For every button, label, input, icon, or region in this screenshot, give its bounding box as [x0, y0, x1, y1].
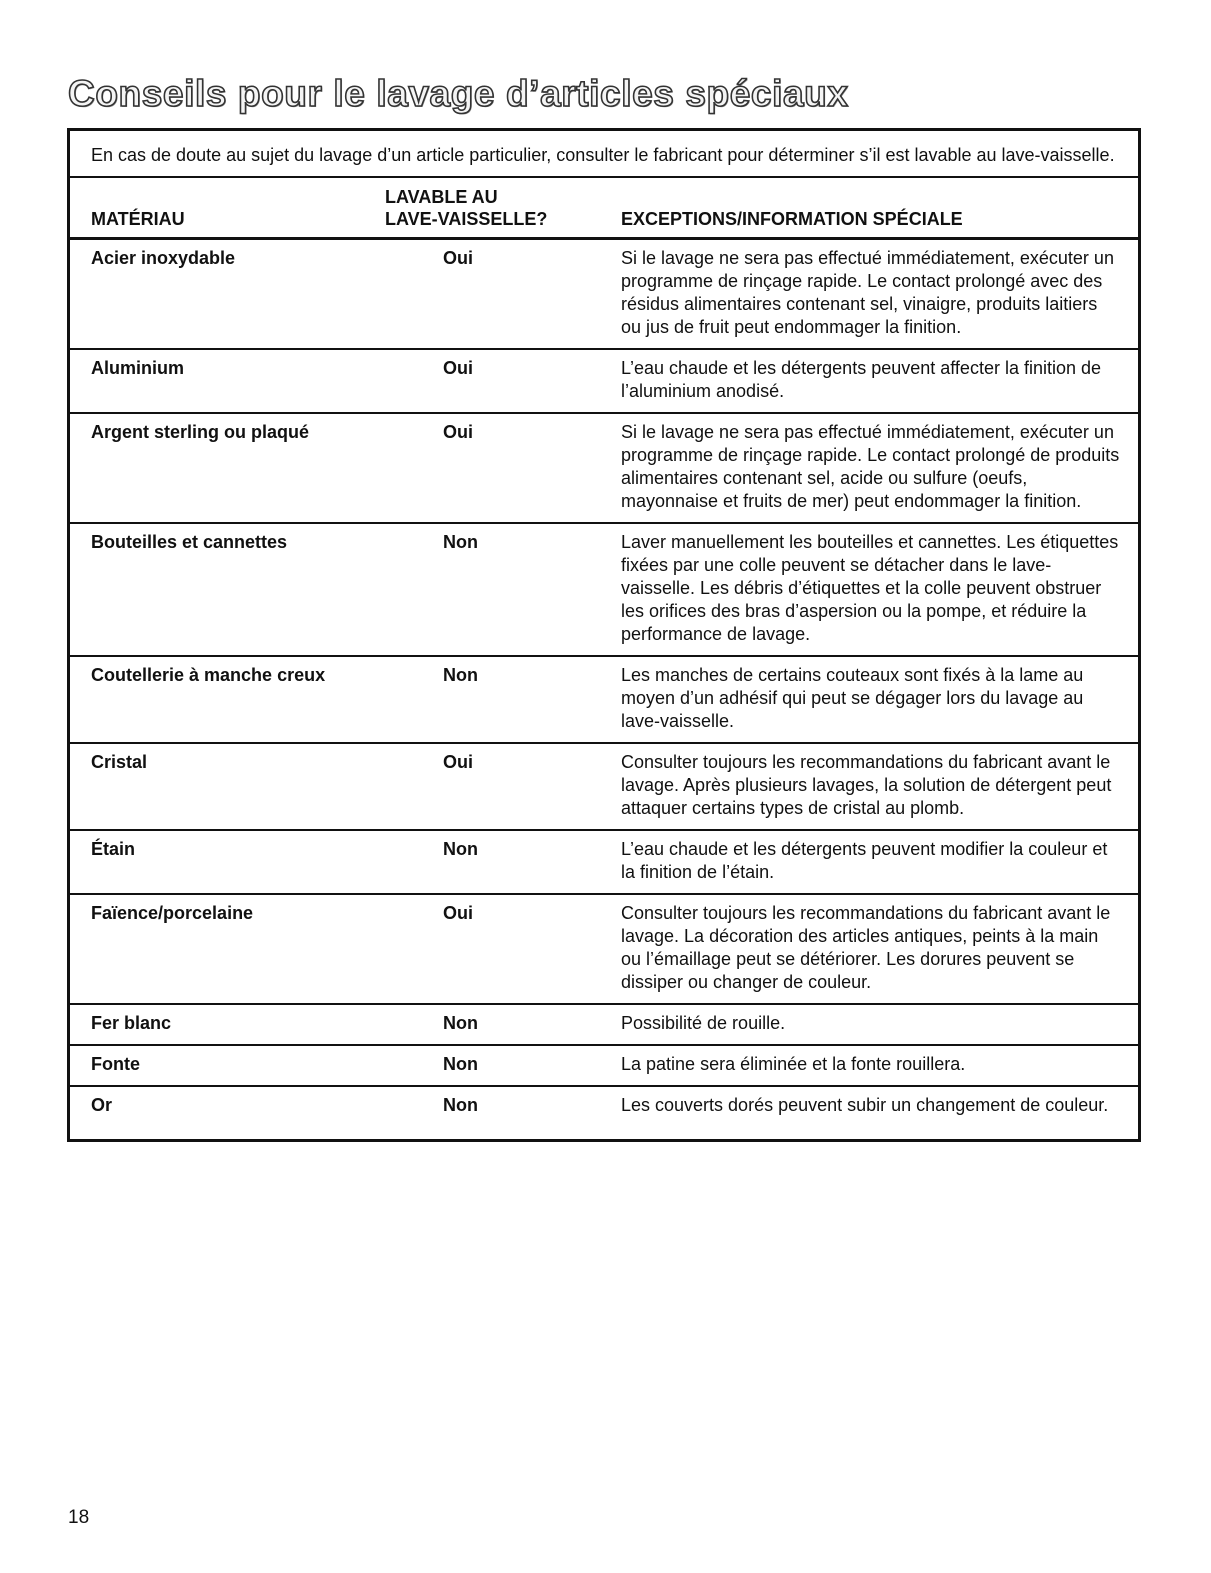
washable-cell: Oui [443, 248, 473, 268]
intro-text: En cas de doute au sujet du lavage d’un article particulier, consulter le fabricant pour déterminer s’il est lavable au lave-vaisselle. [70, 131, 1138, 178]
washable-cell: Oui [443, 903, 473, 923]
washable-cell: Non [443, 1013, 478, 1033]
washable-cell: Oui [443, 422, 473, 442]
table-row [70, 657, 1138, 744]
washable-cell: Non [443, 665, 478, 685]
table-row [70, 350, 1138, 414]
info-cell: Si le lavage ne sera pas effectué immédiatement, exécuter un programme de rinçage rapide. Le contact prolongé de produits alimentaires contenant sel, acide ou sulfure (oeufs, mayonnaise et fruits de mer) peut endommager la finition. [621, 422, 1120, 511]
table-row [70, 1087, 1138, 1139]
table-row [70, 524, 1138, 657]
info-cell: Consulter toujours les recommandations du fabricant avant le lavage. Après plusieurs lavages, la solution de détergent peut attaquer certains types de cristal au plomb. [621, 752, 1112, 818]
table-row [70, 1005, 1138, 1046]
washable-cell: Non [443, 1054, 478, 1074]
header-material: MATÉRIAU [91, 209, 185, 229]
info-cell: Les couverts dorés peuvent subir un changement de couleur. [621, 1095, 1109, 1115]
page-number: 18 [68, 1507, 90, 1528]
table-header [70, 178, 1138, 240]
table-row [70, 895, 1138, 1005]
info-cell: Possibilité de rouille. [621, 1013, 786, 1033]
info-cell: Les manches de certains couteaux sont fixés à la lame au moyen d’un adhésif qui peut se dégager lors du lavage au lave-vaisselle. [621, 665, 1084, 731]
material-cell: Aluminium [91, 358, 184, 378]
material-cell: Étain [91, 839, 136, 859]
material-cell: Acier inoxydable [91, 248, 236, 268]
special-items-table-box [67, 128, 1141, 1142]
material-cell: Argent sterling ou plaqué [91, 422, 310, 442]
table-row [70, 1046, 1138, 1087]
header-washable [385, 186, 621, 230]
header-washable-line1: LAVABLE AU [385, 187, 498, 207]
washable-cell: Non [443, 839, 478, 859]
table-row [70, 414, 1138, 524]
material-cell: Fer blanc [91, 1013, 172, 1033]
washable-cell: Oui [443, 752, 473, 772]
table-body [70, 240, 1138, 1139]
info-cell: Laver manuellement les bouteilles et cannettes. Les étiquettes fixées par une colle peuvent se détacher dans le lave-vaisselle. Les débris d’étiquettes et la colle peuvent obstruer les orifices des bras d’aspersion ou la pompe, et réduire la performance de lavage. [621, 532, 1119, 644]
info-cell: Consulter toujours les recommandations du fabricant avant le lavage. La décoration des articles antiques, peints à la main ou l’émaillage peut se détériorer. Les dorures peuvent se dissiper ou changer de couleur. [621, 903, 1111, 992]
table-row [70, 831, 1138, 895]
washable-cell: Non [443, 532, 478, 552]
washable-cell: Oui [443, 358, 473, 378]
material-cell: Or [91, 1095, 113, 1115]
material-cell: Faïence/porcelaine [91, 903, 254, 923]
washable-cell: Non [443, 1095, 478, 1115]
material-cell: Coutellerie à manche creux [91, 665, 326, 685]
info-cell: L’eau chaude et les détergents peuvent affecter la finition de l’aluminium anodisé. [621, 358, 1102, 401]
info-cell: L’eau chaude et les détergents peuvent modifier la couleur et la finition de l’étain. [621, 839, 1108, 882]
table-row [70, 744, 1138, 831]
header-washable-line2: LAVE-VAISSELLE? [385, 209, 548, 229]
page-title: Conseils pour le lavage d’articles spéciaux [68, 73, 849, 114]
material-cell: Fonte [91, 1054, 140, 1074]
info-cell: La patine sera éliminée et la fonte rouillera. [621, 1054, 966, 1074]
table-row [70, 240, 1138, 350]
header-exceptions: EXCEPTIONS/INFORMATION SPÉCIALE [621, 209, 963, 229]
material-cell: Bouteilles et cannettes [91, 532, 288, 552]
info-cell: Si le lavage ne sera pas effectué immédiatement, exécuter un programme de rinçage rapide. Le contact prolongé avec des résidus alimentaires contenant sel, vinaigre, produits laitiers ou jus de fruit peut endommager la finition. [621, 248, 1114, 337]
material-cell: Cristal [91, 752, 148, 772]
